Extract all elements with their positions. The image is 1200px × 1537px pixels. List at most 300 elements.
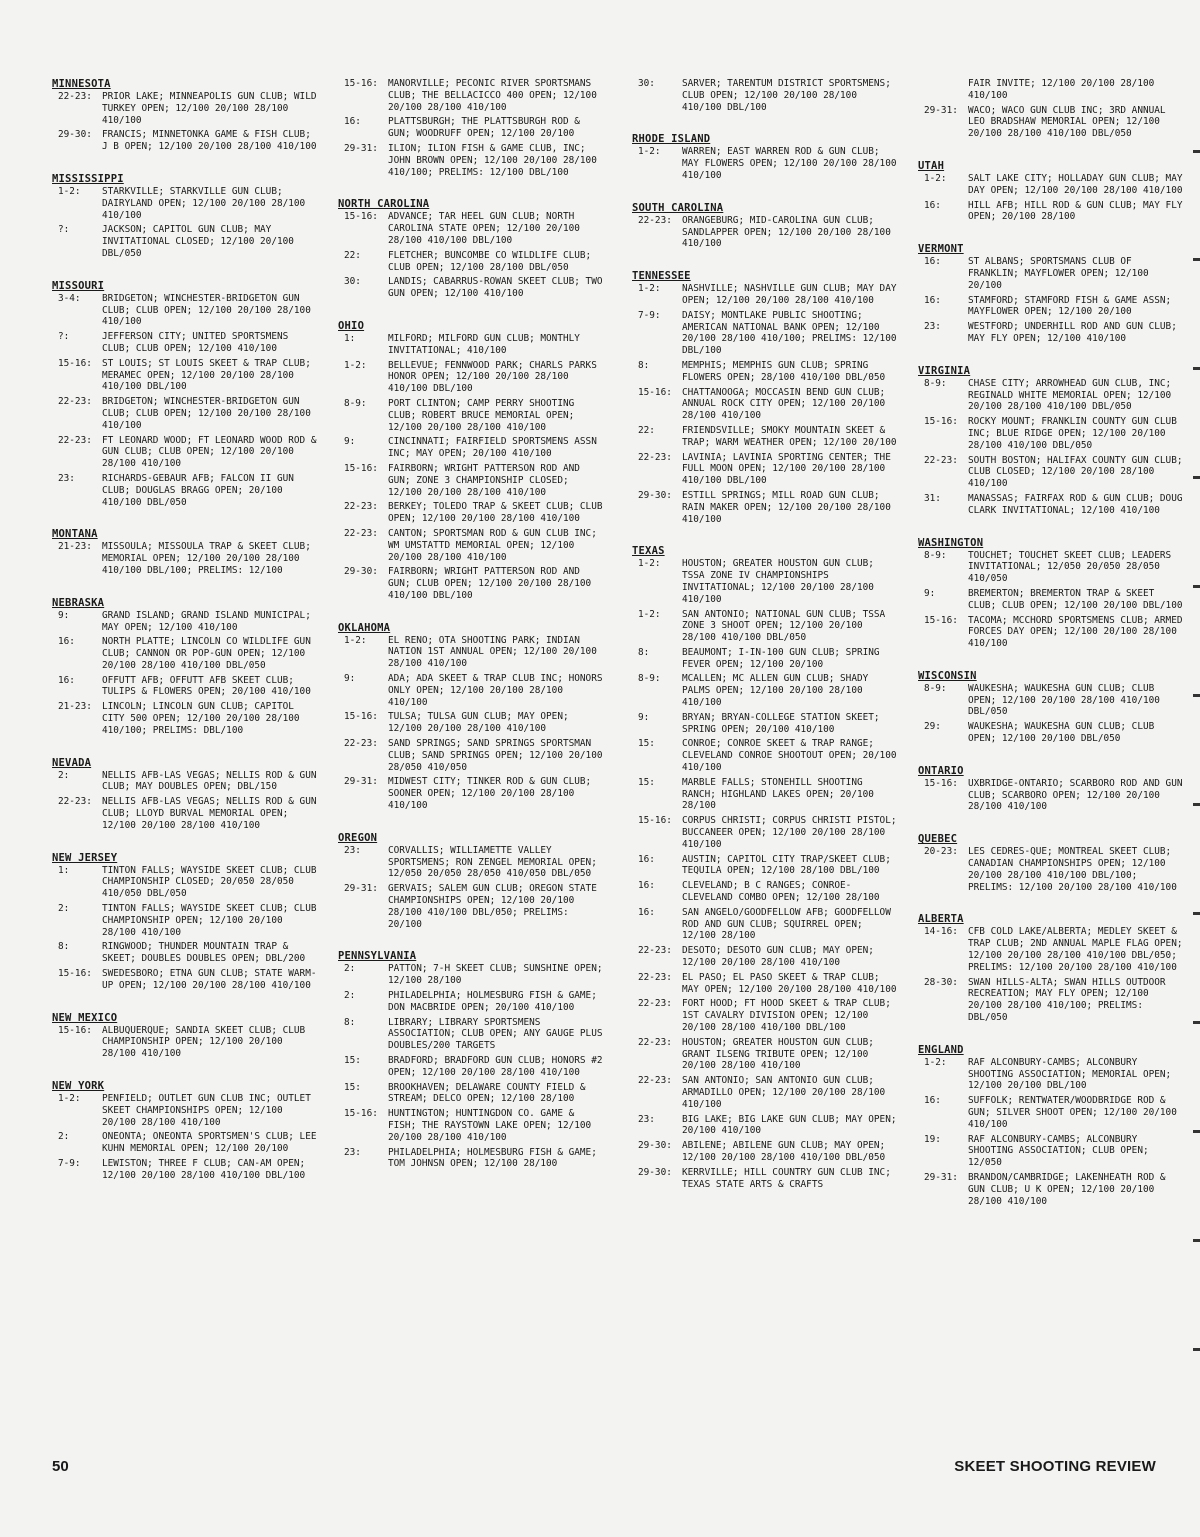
event-date: 29-30: xyxy=(638,489,672,501)
event-details: BELLEVUE; FENNWOOD PARK; CHARLS PARKS HONOR OPEN; 12/100 20/100 28/100 410/100 DBL/100 xyxy=(388,359,603,395)
event-entry xyxy=(918,200,1190,224)
event-entry xyxy=(338,990,610,1014)
event-entry xyxy=(338,398,610,433)
event-date: 8-9: xyxy=(638,673,661,685)
event-entry xyxy=(918,846,1190,893)
event-date: 1-2: xyxy=(638,608,661,620)
event-date: 15-16: xyxy=(344,462,378,474)
event-date: 29-30: xyxy=(638,1166,672,1178)
event-date: 22-23: xyxy=(344,501,378,513)
event-entry xyxy=(52,435,324,470)
event-details: BRANDON/CAMBRIDGE; LAKENHEATH ROD & GUN CLUB; U K OPEN; 12/100 20/100 28/100 410/100 xyxy=(968,1172,1172,1207)
event-details: LANDIS; CABARRUS-ROWAN SKEET CLUB; TWO GUN OPEN; 12/100 410/100 xyxy=(388,276,609,300)
magazine-title: SKEET SHOOTING REVIEW xyxy=(954,1458,1156,1475)
event-entry xyxy=(632,777,904,812)
event-entry xyxy=(52,1093,324,1128)
state-heading: MINNESOTA xyxy=(52,78,111,90)
event-entry xyxy=(632,490,904,525)
event-entry xyxy=(338,143,610,178)
event-details: SARVER; TARENTUM DISTRICT SPORTSMENS; CLUB OPEN; 12/100 20/100 28/100 410/100 DBL/100 xyxy=(682,78,897,113)
state-heading: NEW MEXICO xyxy=(52,1011,118,1024)
state-section xyxy=(918,78,1190,140)
event-details: LAVINIA; LAVINIA SPORTING CENTER; THE FULL MOON OPEN; 12/100 20/100 28/100 410/100 DBL/100 xyxy=(682,451,897,487)
event-entry xyxy=(338,738,610,773)
event-date: 16: xyxy=(924,256,941,268)
event-entry xyxy=(52,224,324,259)
event-details: BEAUMONT; I-IN-100 GUN CLUB; SPRING FEVER OPEN; 12/100 20/100 xyxy=(682,646,886,670)
event-date: 15-16: xyxy=(638,386,672,398)
event-entry xyxy=(338,528,610,563)
event-details: ONEONTA; ONEONTA SPORTSMEN'S CLUB; LEE KUHN MEMORIAL OPEN; 12/100 20/100 xyxy=(102,1131,323,1155)
event-date: 15-16: xyxy=(344,211,378,223)
event-details: WACO; WACO GUN CLUB INC; 3RD ANNUAL LEO BRADSHAW MEMORIAL OPEN; 12/100 20/100 28/100 410/100 DBL/050 xyxy=(968,104,1172,140)
state-heading: RHODE ISLAND xyxy=(632,133,711,146)
event-date: 29-31: xyxy=(344,142,378,154)
event-date: 22-23: xyxy=(58,91,92,102)
event-details: BERKEY; TOLEDO TRAP & SKEET CLUB; CLUB OPEN; 12/100 20/100 28/100 410/100 xyxy=(388,501,609,525)
event-details: FORT HOOD; FT HOOD SKEET & TRAP CLUB; 1ST CAVALRY DIVISION OPEN; 12/100 20/100 28/100 410/100 DBL/100 xyxy=(682,998,897,1033)
event-date: 15-16: xyxy=(924,614,958,626)
event-entry xyxy=(338,1108,610,1143)
event-details: SWEDESBORO; ETNA GUN CLUB; STATE WARM-UP OPEN; 12/100 20/100 28/100 410/100 xyxy=(102,968,317,991)
event-date: 15-16: xyxy=(58,968,92,980)
event-details: LEWISTON; THREE F CLUB; CAN-AM OPEN; 12/100 20/100 28/100 410/100 DBL/100 xyxy=(102,1158,311,1181)
event-date: 1-2: xyxy=(344,359,367,371)
event-details: DESOTO; DESOTO GUN CLUB; MAY OPEN; 12/100 20/100 28/100 410/100 xyxy=(682,945,880,969)
event-details: OFFUTT AFB; OFFUTT AFB SKEET CLUB; TULIPS & FLOWERS OPEN; 20/100 410/100 xyxy=(102,674,311,698)
event-details: SAN ANTONIO; NATIONAL GUN CLUB; TSSA ZONE 3 SHOOT OPEN; 12/100 20/100 28/100 410/100 DBL/050 xyxy=(682,608,891,644)
event-details: SAND SPRINGS; SAND SPRINGS SPORTSMAN CLUB; SAND SPRINGS OPEN; 12/100 20/100 28/050 410/050 xyxy=(388,738,609,773)
event-date: 16: xyxy=(638,906,655,918)
event-entry xyxy=(338,635,610,670)
event-entry xyxy=(632,360,904,384)
event-entry xyxy=(632,998,904,1033)
event-date: 14-16: xyxy=(924,926,958,938)
event-date: 9: xyxy=(638,711,650,723)
event-date: ?: xyxy=(58,224,70,236)
event-entry xyxy=(338,883,610,930)
event-entry xyxy=(338,436,610,460)
event-details: SUFFOLK; RENTWATER/WOODBRIDGE ROD & GUN; SILVER SHOOT OPEN; 12/100 20/100 410/100 xyxy=(968,1095,1183,1130)
state-heading: NEW YORK xyxy=(52,1080,105,1093)
event-details: WAUKESHA; WAUKESHA GUN CLUB; CLUB OPEN; 12/100 20/100 DBL/050 xyxy=(968,721,1160,745)
event-date: 22: xyxy=(344,249,361,261)
schedule-column-1 xyxy=(52,78,324,1202)
event-entry xyxy=(338,360,610,395)
event-entry xyxy=(52,186,324,221)
event-details: LINCOLN; LINCOLN GUN CLUB; CAPITOL CITY 500 OPEN; 12/100 20/100 28/100 410/100; PRELIMS: DBL/100 xyxy=(102,701,306,736)
event-details: PHILADELPHIA; HOLMESBURG FISH & GAME; TOM JOHNSN OPEN; 12/100 28/100 xyxy=(388,1146,603,1170)
state-section xyxy=(338,950,610,1170)
state-section xyxy=(918,243,1190,345)
event-entry xyxy=(632,558,904,605)
schedule-column-2 xyxy=(338,78,610,1190)
event-entry xyxy=(52,770,324,794)
state-section xyxy=(918,160,1190,223)
event-date: 9: xyxy=(344,673,356,685)
state-section xyxy=(338,622,610,812)
event-date: 22-23: xyxy=(638,214,672,226)
event-entry xyxy=(918,1057,1190,1092)
event-entry xyxy=(52,903,324,938)
event-date: 21-23: xyxy=(58,701,92,713)
event-date: 15: xyxy=(638,776,655,788)
edge-mark xyxy=(1193,258,1200,261)
state-heading: OKLAHOMA xyxy=(338,621,391,634)
event-date: 15: xyxy=(344,1081,361,1093)
state-section xyxy=(632,133,904,181)
event-details: STAMFORD; STAMFORD FISH & GAME ASSN; MAYFLOWER OPEN; 12/100 20/100 xyxy=(968,294,1177,318)
event-details: CANTON; SPORTSMAN ROD & GUN CLUB INC; WM UMSTATTD MEMORIAL OPEN; 12/100 20/100 28/100 410/100 xyxy=(388,527,603,563)
event-entry xyxy=(52,358,324,393)
edge-mark xyxy=(1193,1239,1200,1242)
event-date: 8-9: xyxy=(924,549,947,561)
event-entry xyxy=(338,333,610,357)
event-details: GRAND ISLAND; GRAND ISLAND MUNICIPAL; MAY OPEN; 12/100 410/100 xyxy=(102,609,317,633)
state-section xyxy=(52,280,324,509)
event-details: PENFIELD; OUTLET GUN CLUB INC; OUTLET SKEET CHAMPIONSHIPS OPEN; 12/100 20/100 28/100 410/100 xyxy=(102,1093,317,1128)
event-entry xyxy=(632,907,904,942)
event-details: JEFFERSON CITY; UNITED SPORTSMENS CLUB; CLUB OPEN; 12/100 410/100 xyxy=(102,331,294,354)
state-heading: WISCONSIN xyxy=(918,669,977,682)
event-entry xyxy=(918,173,1190,197)
event-details: RINGWOOD; THUNDER MOUNTAIN TRAP & SKEET; DOUBLES DOUBLES OPEN; DBL/200 xyxy=(102,941,306,965)
event-entry xyxy=(918,105,1190,140)
event-entry xyxy=(918,926,1190,973)
event-details: ST LOUIS; ST LOUIS SKEET & TRAP CLUB; MERAMEC OPEN; 12/100 20/100 28/100 410/100 DBL/100 xyxy=(102,357,317,393)
event-entry xyxy=(632,310,904,357)
event-date: 15: xyxy=(638,738,655,750)
event-details: UXBRIDGE-ONTARIO; SCARBORO ROD AND GUN CLUB; SCARBORO OPEN; 12/100 20/100 28/100 410/100 xyxy=(968,777,1189,813)
event-entry xyxy=(632,215,904,250)
event-details: BREMERTON; BREMERTON TRAP & SKEET CLUB; CLUB OPEN; 12/100 20/100 DBL/100 xyxy=(968,587,1183,611)
event-entry xyxy=(918,321,1190,345)
event-date: 28-30: xyxy=(924,976,958,988)
event-entry xyxy=(632,854,904,878)
state-section xyxy=(338,198,610,300)
edge-mark xyxy=(1193,1130,1200,1133)
event-date: 2: xyxy=(58,903,70,915)
state-section xyxy=(632,202,904,250)
state-section xyxy=(632,270,904,525)
state-heading: OHIO xyxy=(338,319,365,332)
event-date: 1-2: xyxy=(58,1093,81,1105)
event-details: DAISY; MONTLAKE PUBLIC SHOOTING; AMERICAN NATIONAL BANK OPEN; 12/100 20/100 28/100 410/100; PRELIMS: 12/100 DBL/100 xyxy=(682,309,903,357)
event-entry xyxy=(632,387,904,422)
state-section xyxy=(52,852,324,992)
event-date: 15-16: xyxy=(344,1108,378,1120)
event-details: BRIDGETON; WINCHESTER-BRIDGETON GUN CLUB; CLUB OPEN; 12/100 20/100 28/100 410/100 xyxy=(102,292,317,328)
event-details: ROCKY MOUNT; FRANKLIN COUNTY GUN CLUB INC; BLUE RIDGE OPEN; 12/100 20/100 28/100 410/100 DBL/050 xyxy=(968,416,1183,451)
event-entry xyxy=(918,588,1190,612)
event-entry xyxy=(632,972,904,996)
event-date: 8: xyxy=(638,646,650,658)
event-entry xyxy=(52,701,324,736)
event-entry xyxy=(52,941,324,965)
event-details: FRANCIS; MINNETONKA GAME & FISH CLUB; J B OPEN; 12/100 20/100 28/100 410/100 xyxy=(102,129,317,153)
event-details: CHATTANOOGA; MOCCASIN BEND GUN CLUB; ANNUAL ROCK CITY OPEN; 12/100 20/100 28/100 410/100 xyxy=(682,386,891,422)
state-section xyxy=(52,757,324,832)
event-date: 16: xyxy=(58,674,75,686)
event-entry xyxy=(918,256,1190,291)
event-details: ALBUQUERQUE; SANDIA SKEET CLUB; CLUB CHAMPIONSHIP OPEN; 12/100 20/100 28/100 410/100 xyxy=(102,1024,311,1060)
event-details: PHILADELPHIA; HOLMESBURG FISH & GAME; DON MACBRIDE OPEN; 20/100 410/100 xyxy=(388,990,603,1013)
event-entry xyxy=(632,452,904,487)
event-entry xyxy=(632,1075,904,1110)
event-entry xyxy=(338,116,610,140)
event-details: SAN ANGELO/GOODFELLOW AFB; GOODFELLOW ROD AND GUN CLUB; SQUIRREL OPEN; 12/100 28/100 xyxy=(682,906,897,942)
event-details: TINTON FALLS; WAYSIDE SKEET CLUB; CLUB CHAMPIONSHIP CLOSED; 20/050 28/050 410/050 DBL/050 xyxy=(102,864,323,900)
event-entry xyxy=(52,636,324,671)
event-details: MEMPHIS; MEMPHIS GUN CLUB; SPRING FLOWERS OPEN; 28/100 410/100 DBL/050 xyxy=(682,359,886,383)
event-details: BRADFORD; BRADFORD GUN CLUB; HONORS #2 OPEN; 12/100 20/100 28/100 410/100 xyxy=(388,1055,609,1078)
event-date: 22-23: xyxy=(638,451,672,463)
event-details: ST ALBANS; SPORTSMANS CLUB OF FRANKLIN; MAYFLOWER OPEN; 12/100 20/100 xyxy=(968,256,1155,291)
state-heading: MISSISSIPPI xyxy=(52,172,124,185)
event-entry xyxy=(918,615,1190,650)
state-section xyxy=(52,1080,324,1182)
event-entry xyxy=(338,1017,610,1052)
event-details: ORANGEBURG; MID-CAROLINA GUN CLUB; SANDLAPPER OPEN; 12/100 20/100 28/100 410/100 xyxy=(682,214,897,250)
state-section xyxy=(918,365,1190,517)
event-entry xyxy=(338,1147,610,1171)
event-entry xyxy=(338,250,610,274)
state-section xyxy=(338,320,610,602)
event-entry xyxy=(52,91,324,126)
state-heading: SOUTH CAROLINA xyxy=(632,201,724,214)
event-details: TOUCHET; TOUCHET SKEET CLUB; LEADERS INVITATIONAL; 12/050 20/050 28/050 410/050 xyxy=(968,549,1177,585)
event-date: 29-30: xyxy=(638,1140,672,1152)
state-section xyxy=(52,78,324,153)
event-entry xyxy=(918,416,1190,451)
event-details: PORT CLINTON; CAMP PERRY SHOOTING CLUB; ROBERT BRUCE MEMORIAL OPEN; 12/100 20/100 28/100 410/100 xyxy=(388,397,580,433)
edge-mark xyxy=(1193,694,1200,697)
event-details: RICHARDS-GEBAUR AFB; FALCON II GUN CLUB; DOUGLAS BRAGG OPEN; 20/100 410/100 DBL/050 xyxy=(102,472,300,508)
event-entry xyxy=(918,550,1190,585)
event-date: 29-30: xyxy=(344,566,378,578)
edge-mark xyxy=(1193,150,1200,153)
event-entry xyxy=(338,845,610,880)
event-date: 9: xyxy=(58,609,70,621)
state-heading: ALBERTA xyxy=(918,913,964,926)
edge-mark xyxy=(1193,1348,1200,1351)
event-details: PLATTSBURGH; THE PLATTSBURGH ROD & GUN; WOODRUFF OPEN; 12/100 20/100 xyxy=(388,116,586,140)
event-entry xyxy=(52,968,324,992)
event-entry xyxy=(632,78,904,113)
event-details: NELLIS AFB-LAS VEGAS; NELLIS ROD & GUN CLUB; LLOYD BURVAL MEMORIAL OPEN; 12/100 20/100 28/100 410/100 xyxy=(102,796,323,831)
event-entry xyxy=(338,1055,610,1079)
event-details: MILFORD; MILFORD GUN CLUB; MONTHLY INVITATIONAL; 410/100 xyxy=(388,332,586,356)
event-details: FLETCHER; BUNCOMBE CO WILDLIFE CLUB; CLUB OPEN; 12/100 28/100 DBL/050 xyxy=(388,249,597,273)
event-details: MISSOULA; MISSOULA TRAP & SKEET CLUB; MEMORIAL OPEN; 12/100 20/100 28/100 410/100 DBL/100; PRELIMS: 12/100 xyxy=(102,541,317,576)
event-entry xyxy=(632,1037,904,1072)
event-details: PATTON; 7-H SKEET CLUB; SUNSHINE OPEN; 12/100 28/100 xyxy=(388,963,609,987)
event-entry xyxy=(338,78,610,113)
event-details: WESTFORD; UNDERHILL ROD AND GUN CLUB; MAY FLY OPEN; 12/100 410/100 xyxy=(968,321,1183,344)
event-details: ADVANCE; TAR HEEL GUN CLUB; NORTH CAROLINA STATE OPEN; 12/100 20/100 28/100 410/100 DBL/100 xyxy=(388,211,586,246)
event-date: 16: xyxy=(344,116,361,128)
state-heading: VERMONT xyxy=(918,243,964,256)
event-date: 20-23: xyxy=(924,846,958,858)
edge-mark xyxy=(1193,912,1200,915)
event-details: EL RENO; OTA SHOOTING PARK; INDIAN NATION 1ST ANNUAL OPEN; 12/100 20/100 28/100 410/100 xyxy=(388,634,603,670)
event-entry xyxy=(52,610,324,634)
event-date: 15-16: xyxy=(638,815,672,827)
event-entry xyxy=(632,146,904,181)
event-details: SALT LAKE CITY; HOLLADAY GUN CLUB; MAY DAY OPEN; 12/100 20/100 28/100 410/100 xyxy=(968,172,1189,196)
event-date: 15-16: xyxy=(58,357,92,369)
event-entry xyxy=(918,493,1190,517)
state-heading: UTAH xyxy=(918,159,945,172)
event-date: 8-9: xyxy=(924,377,947,389)
event-entry xyxy=(632,738,904,773)
event-details: BRYAN; BRYAN-COLLEGE STATION SKEET; SPRING OPEN; 20/100 410/100 xyxy=(682,711,886,735)
event-details: CORPUS CHRISTI; CORPUS CHRISTI PISTOL; BUCCANEER OPEN; 12/100 20/100 28/100 410/100 xyxy=(682,815,903,850)
event-date: 7-9: xyxy=(638,309,661,321)
event-entry xyxy=(918,78,1190,102)
event-details: FT LEONARD WOOD; FT LEONARD WOOD ROD & GUN CLUB; CLUB OPEN; 12/100 20/100 28/100 410/100 xyxy=(102,434,323,470)
event-details: ADA; ADA SKEET & TRAP CLUB INC; HONORS ONLY OPEN; 12/100 20/100 28/100 410/100 xyxy=(388,673,609,708)
event-date: 1-2: xyxy=(638,558,661,570)
event-date: 31: xyxy=(924,492,941,504)
event-entry xyxy=(632,283,904,307)
event-entry xyxy=(632,712,904,736)
event-date: 1-2: xyxy=(924,172,947,184)
state-heading: MONTANA xyxy=(52,528,98,541)
event-date: 3-4: xyxy=(58,292,81,304)
event-details: BROOKHAVEN; DELAWARE COUNTY FIELD & STREAM; DELCO OPEN; 12/100 28/100 xyxy=(388,1081,592,1105)
event-details: ILION; ILION FISH & GAME CLUB, INC; JOHN BROWN OPEN; 12/100 20/100 28/100 410/100; PRELIMS: 12/100 DBL/100 xyxy=(388,142,603,178)
edge-mark xyxy=(1193,367,1200,370)
event-details: TACOMA; MCCHORD SPORTSMENS CLUB; ARMED FORCES DAY OPEN; 12/100 20/100 28/100 410/100 xyxy=(968,614,1189,650)
event-date: 23: xyxy=(344,844,361,856)
event-details: MANORVILLE; PECONIC RIVER SPORTSMANS CLUB; THE BELLACICCO 400 OPEN; 12/100 20/100 28/100 410/100 xyxy=(388,78,603,113)
event-entry xyxy=(52,396,324,431)
state-heading: WASHINGTON xyxy=(918,536,984,549)
event-details: STARKVILLE; STARKVILLE GUN CLUB; DAIRYLAND OPEN; 12/100 20/100 28/100 410/100 xyxy=(102,185,311,221)
event-date: 22-23: xyxy=(58,396,92,408)
event-entry xyxy=(918,721,1190,745)
event-details: MCALLEN; MC ALLEN GUN CLUB; SHADY PALMS OPEN; 12/100 20/100 28/100 410/100 xyxy=(682,673,874,709)
state-section xyxy=(52,1012,324,1060)
event-entry xyxy=(632,880,904,904)
event-entry xyxy=(918,977,1190,1024)
event-entry xyxy=(52,541,324,576)
event-date: 9: xyxy=(924,587,936,599)
event-entry xyxy=(52,1158,324,1182)
event-date: 2: xyxy=(344,990,356,1002)
event-entry xyxy=(52,796,324,831)
event-date: 15: xyxy=(344,1055,361,1066)
event-details: ESTILL SPRINGS; MILL ROAD GUN CLUB; RAIN MAKER OPEN; 12/100 20/100 28/100 410/100 xyxy=(682,489,897,525)
event-details: SOUTH BOSTON; HALIFAX COUNTY GUN CLUB; CLUB CLOSED; 12/100 20/100 28/100 410/100 xyxy=(968,454,1189,490)
event-entry xyxy=(338,566,610,601)
event-details: KERRVILLE; HILL COUNTRY GUN CLUB INC; TEXAS STATE ARTS & CRAFTS xyxy=(682,1166,897,1190)
event-date: 15-16: xyxy=(344,78,378,89)
event-date: 8-9: xyxy=(924,682,947,694)
state-section xyxy=(52,528,324,576)
event-entry xyxy=(52,1131,324,1155)
state-heading: ENGLAND xyxy=(918,1043,964,1056)
event-details: WAUKESHA; WAUKESHA GUN CLUB; CLUB OPEN; 12/100 20/100 28/100 410/100 DBL/050 xyxy=(968,682,1166,718)
event-date: 22-23: xyxy=(638,1036,672,1048)
event-entry xyxy=(52,675,324,699)
state-section xyxy=(918,537,1190,650)
schedule-column-4 xyxy=(918,78,1190,1227)
event-entry xyxy=(338,501,610,525)
event-details: FAIRBORN; WRIGHT PATTERSON ROD AND GUN; CLUB OPEN; 12/100 20/100 28/100 410/100 DBL/100 xyxy=(388,566,597,601)
event-entry xyxy=(632,1167,904,1191)
event-details: HUNTINGTON; HUNTINGDON CO. GAME & FISH; THE RAYSTOWN LAKE OPEN; 12/100 20/100 28/100 410/100 xyxy=(388,1108,597,1143)
event-date: 22-23: xyxy=(344,738,378,750)
state-heading: TENNESSEE xyxy=(632,270,691,283)
event-details: PRIOR LAKE; MINNEAPOLIS GUN CLUB; WILD TURKEY OPEN; 12/100 20/100 28/100 410/100 xyxy=(102,91,323,126)
event-date: 22-23: xyxy=(638,998,672,1010)
event-details: NELLIS AFB-LAS VEGAS; NELLIS ROD & GUN CLUB; MAY DOUBLES OPEN; DBL/150 xyxy=(102,769,323,793)
event-date: 29-31: xyxy=(924,104,958,116)
state-heading: MISSOURI xyxy=(52,279,105,292)
event-date: 16: xyxy=(924,1095,941,1107)
event-date: ?: xyxy=(58,331,70,343)
event-details: WARREN; EAST WARREN ROD & GUN CLUB; MAY FLOWERS OPEN; 12/100 20/100 28/100 410/100 xyxy=(682,146,903,181)
event-details: BRIDGETON; WINCHESTER-BRIDGETON GUN CLUB; CLUB OPEN; 12/100 20/100 28/100 410/100 xyxy=(102,396,317,431)
event-entry xyxy=(338,673,610,708)
event-date: 23: xyxy=(924,321,941,333)
state-section xyxy=(52,597,324,737)
event-date xyxy=(918,78,968,102)
event-date: 8-9: xyxy=(344,397,367,409)
state-heading: TEXAS xyxy=(632,545,665,558)
event-date: 21-23: xyxy=(58,541,92,553)
event-entry xyxy=(918,1172,1190,1207)
event-entry xyxy=(918,295,1190,319)
event-details: TINTON FALLS; WAYSIDE SKEET CLUB; CLUB CHAMPIONSHIP OPEN; 12/100 20/100 28/100 410/100 xyxy=(102,903,323,938)
event-details: CFB COLD LAKE/ALBERTA; MEDLEY SKEET & TRAP CLUB; 2ND ANNUAL MAPLE FLAG OPEN; 12/100 20/100 28/100 410/100 DBL/050; PRELIMS: 12/100 20/100 28/100 410/100 xyxy=(968,926,1189,973)
event-date: 19: xyxy=(924,1133,941,1145)
event-date: 23: xyxy=(638,1113,655,1125)
state-heading: ONTARIO xyxy=(918,764,964,777)
event-date: 16: xyxy=(924,294,941,306)
edge-mark xyxy=(1193,803,1200,806)
state-heading: QUEBEC xyxy=(918,833,958,846)
event-details: HOUSTON; GREATER HOUSTON GUN CLUB; TSSA ZONE IV CHAMPIONSHIPS INVITATIONAL; 12/100 20/100 28/100 410/100 xyxy=(682,558,880,605)
state-section xyxy=(632,545,904,1190)
event-date: 8: xyxy=(638,359,650,371)
event-date: 8: xyxy=(58,941,70,953)
state-section xyxy=(918,670,1190,745)
event-date: 16: xyxy=(638,880,655,892)
event-details: MARBLE FALLS; STONEHILL SHOOTING RANCH; HIGHLAND LAKES OPEN; 20/100 28/100 xyxy=(682,776,880,812)
event-details: SAN ANTONIO; SAN ANTONIO GUN CLUB; ARMADILLO OPEN; 12/100 20/100 28/100 410/100 xyxy=(682,1075,891,1110)
event-details: CORVALLIS; WILLIAMETTE VALLEY SPORTSMENS; RON ZENGEL MEMORIAL OPEN; 12/050 20/050 28/050 410/050 DBL/050 xyxy=(388,844,603,880)
event-details: CLEVELAND; B C RANGES; CONROE-CLEVELAND COMBO OPEN; 12/100 28/100 xyxy=(682,880,880,904)
event-details: MANASSAS; FAIRFAX ROD & GUN CLUB; DOUG CLARK INVITATIONAL; 12/100 410/100 xyxy=(968,492,1189,516)
event-date: 1: xyxy=(58,864,70,876)
event-date: 1-2: xyxy=(924,1056,947,1068)
event-date: 22-23: xyxy=(638,945,672,957)
event-entry xyxy=(52,473,324,508)
event-entry xyxy=(632,425,904,449)
event-entry xyxy=(918,1095,1190,1130)
event-entry xyxy=(632,1140,904,1164)
event-details: MIDWEST CITY; TINKER ROD & GUN CLUB; SOONER OPEN; 12/100 20/100 28/100 410/100 xyxy=(388,776,597,812)
event-date: 15-16: xyxy=(58,1024,92,1036)
event-date: 1-2: xyxy=(344,634,367,646)
event-entry xyxy=(632,609,904,644)
event-details: HOUSTON; GREATER HOUSTON GUN CLUB; GRANT ILSENG TRIBUTE OPEN; 12/100 20/100 28/100 410/100 xyxy=(682,1036,880,1072)
event-details: CHASE CITY; ARROWHEAD GUN CLUB, INC; REGINALD WHITE MEMORIAL OPEN; 12/100 20/100 28/100 410/100 DBL/050 xyxy=(968,377,1177,413)
event-date: 15-16: xyxy=(344,711,378,723)
